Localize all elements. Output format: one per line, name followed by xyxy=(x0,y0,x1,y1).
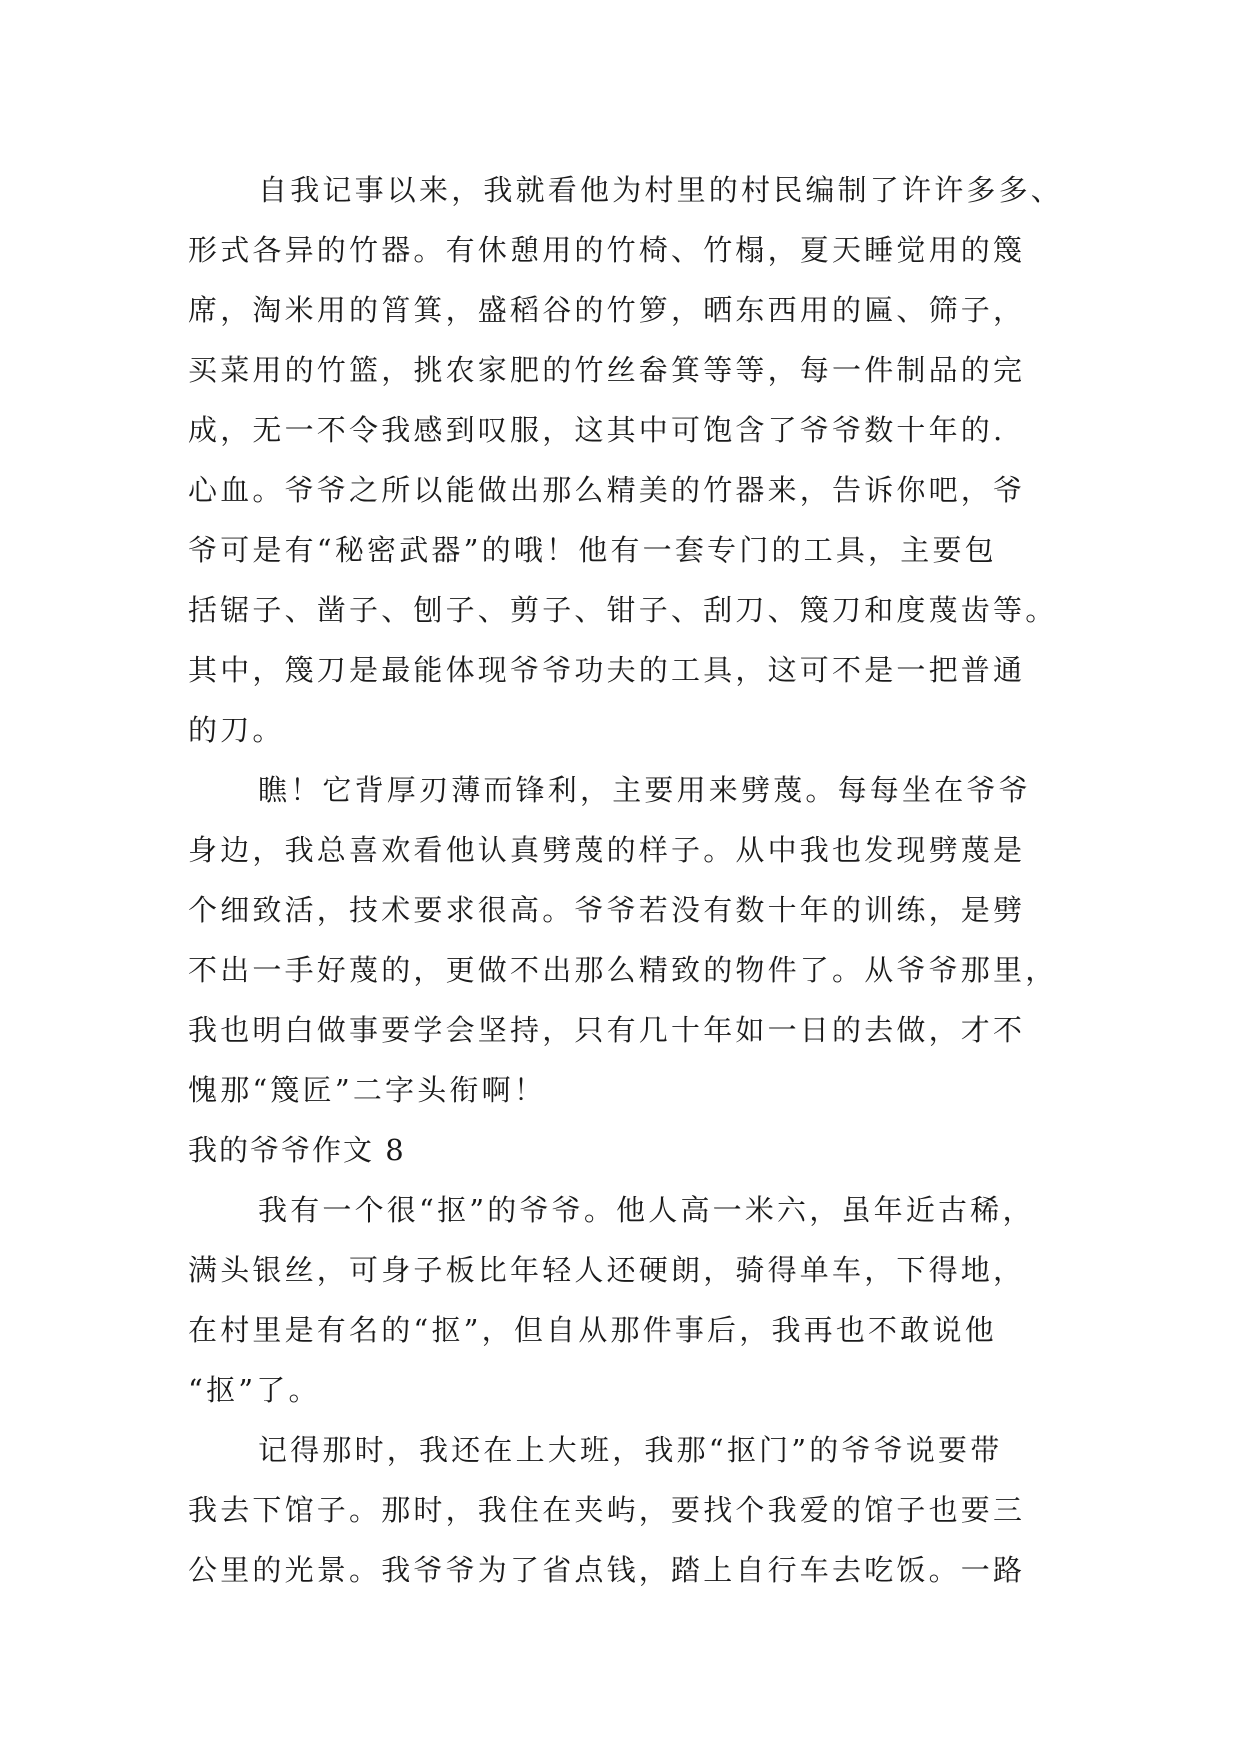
text-line: 瞧！它背厚刃薄而锋利，主要用来劈蔑。每每坐在爷爷 xyxy=(258,773,1031,807)
text-line: 我也明白做事要学会坚持，只有几十年如一日的去做，才不 xyxy=(188,1013,1026,1047)
section-heading: 我的爷爷作文 8 xyxy=(188,1133,406,1167)
text-line: 自我记事以来，我就看他为村里的村民编制了许许多多、 xyxy=(258,173,1064,207)
text-line: 满头银丝，可身子板比年轻人还硬朗，骑得单车，下得地， xyxy=(188,1253,1026,1287)
text-line: 我有一个很“抠”的爷爷。他人高一米六，虽年近古稀， xyxy=(258,1193,1035,1227)
text-line: 我去下馆子。那时，我住在夹屿，要找个我爱的馆子也要三 xyxy=(188,1493,1026,1527)
text-line: 括锯子、凿子、刨子、剪子、钳子、刮刀、篾刀和度蔑齿等。 xyxy=(188,593,1058,627)
text-line: 买菜用的竹篮，挑农家肥的竹丝畚箕等等，每一件制品的完 xyxy=(188,353,1026,387)
text-line: “抠”了。 xyxy=(188,1373,321,1407)
text-line: 席，淘米用的筲箕，盛稻谷的竹箩，晒东西用的匾、筛子， xyxy=(188,293,1026,327)
text-line: 其中，篾刀是最能体现爷爷功夫的工具，这可不是一把普通 xyxy=(188,653,1026,687)
text-line: 心血。爷爷之所以能做出那么精美的竹器来，告诉你吧，爷 xyxy=(188,473,1026,507)
text-line: 爷可是有“秘密武器”的哦！他有一套专门的工具，主要包 xyxy=(188,533,997,567)
text-line: 形式各异的竹器。有休憩用的竹椅、竹榻，夏天睡觉用的篾 xyxy=(188,233,1026,267)
text-line: 公里的光景。我爷爷为了省点钱，踏上自行车去吃饭。一路 xyxy=(188,1553,1026,1587)
text-line: 记得那时，我还在上大班，我那“抠门”的爷爷说要带 xyxy=(258,1433,1003,1467)
text-line: 的刀。 xyxy=(188,713,285,747)
text-line: 成，无一不令我感到叹服，这其中可饱含了爷爷数十年的. xyxy=(188,413,1006,447)
text-line: 不出一手好蔑的，更做不出那么精致的物件了。从爷爷那里， xyxy=(188,953,1058,987)
text-line: 个细致活，技术要求很高。爷爷若没有数十年的训练，是劈 xyxy=(188,893,1026,927)
text-line: 愧那“篾匠”二字头衔啊！ xyxy=(188,1073,547,1107)
body-text xyxy=(188,160,1088,1600)
text-line: 在村里是有名的“抠”，但自从那件事后，我再也不敢说他 xyxy=(188,1313,997,1347)
text-line: 身边，我总喜欢看他认真劈蔑的样子。从中我也发现劈蔑是 xyxy=(188,833,1026,867)
